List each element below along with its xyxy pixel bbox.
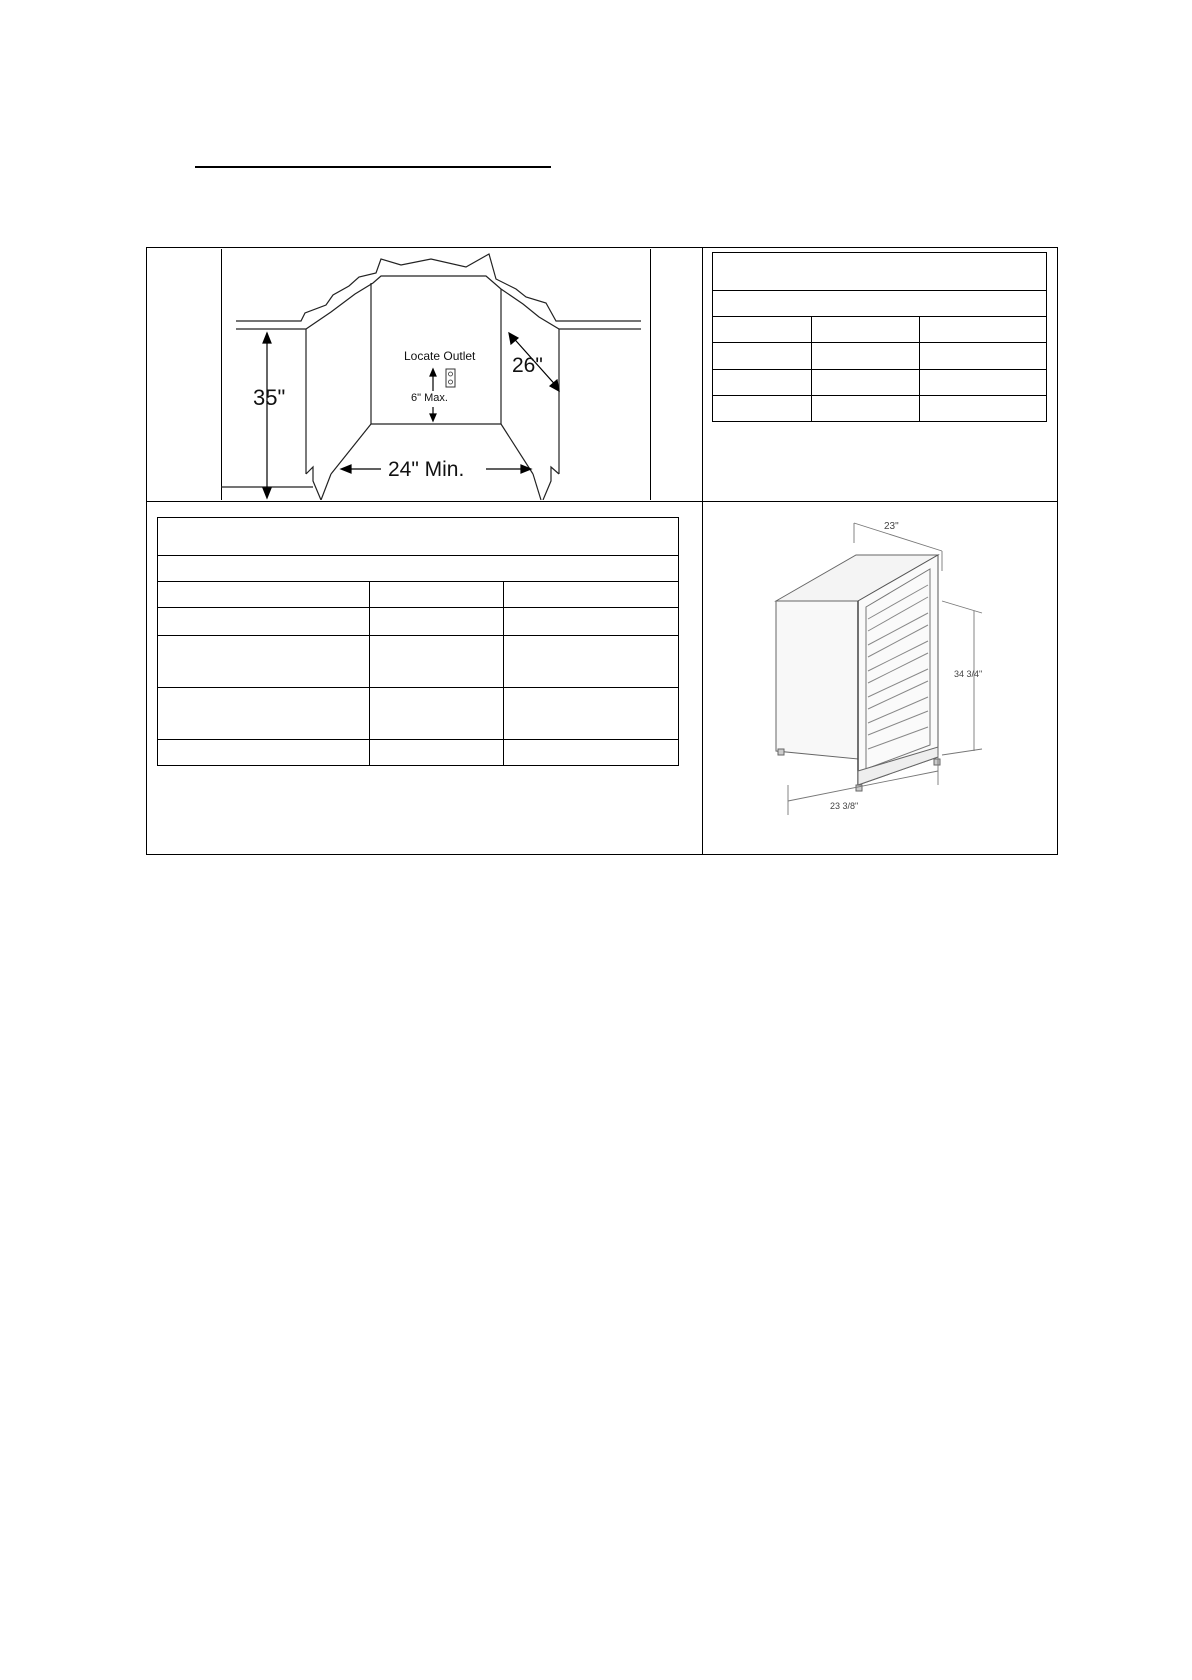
top-width-label: 23" xyxy=(884,521,899,532)
table-row xyxy=(158,582,679,608)
height-label: 34 3/4" xyxy=(954,669,983,679)
table-cell xyxy=(158,608,370,636)
table-row xyxy=(713,343,1047,370)
table-cell xyxy=(812,370,920,396)
table-row xyxy=(713,396,1047,422)
table-cell xyxy=(370,636,504,688)
table-cell xyxy=(158,582,370,608)
table-row xyxy=(158,688,679,740)
width-dimension-label: 24" Min. xyxy=(388,458,465,481)
countertop-outline xyxy=(236,254,641,321)
table-cell xyxy=(713,370,812,396)
table-cell xyxy=(713,343,812,370)
table-title xyxy=(713,253,1047,291)
table-cell xyxy=(504,608,679,636)
table-row xyxy=(713,317,1047,343)
bottom-width-label: 23 3/8" xyxy=(830,801,859,811)
table-subtitle xyxy=(713,291,1047,317)
table-cell xyxy=(370,688,504,740)
depth-dimension-label: 26" xyxy=(512,354,543,377)
table-cell xyxy=(504,740,679,766)
cutout-diagram xyxy=(221,249,651,500)
table-cell xyxy=(370,740,504,766)
table-cell xyxy=(158,688,370,740)
table-cell xyxy=(920,343,1047,370)
table-cell xyxy=(812,343,920,370)
outlet-label: Locate Outlet xyxy=(404,349,476,363)
table-cell xyxy=(158,636,370,688)
table-cell xyxy=(812,396,920,422)
table-row xyxy=(158,740,679,766)
table-title xyxy=(158,518,679,556)
table-cell xyxy=(504,688,679,740)
layout-table-divider xyxy=(146,501,1058,502)
table-row xyxy=(713,370,1047,396)
table-cell xyxy=(158,740,370,766)
table-cell xyxy=(713,317,812,343)
table-cell xyxy=(370,608,504,636)
layout-table-divider xyxy=(702,247,703,855)
table-subtitle xyxy=(158,556,679,582)
table-cell xyxy=(920,396,1047,422)
table-cell xyxy=(504,582,679,608)
cabinet-side xyxy=(776,601,858,759)
spec-table-right xyxy=(712,252,1047,422)
table-row xyxy=(158,636,679,688)
section-heading-underline xyxy=(195,166,551,168)
product-dimension-drawing xyxy=(756,515,1026,845)
table-cell xyxy=(812,317,920,343)
table-cell xyxy=(504,636,679,688)
table-row xyxy=(158,608,679,636)
table-cell xyxy=(713,396,812,422)
table-cell xyxy=(920,317,1047,343)
table-cell xyxy=(370,582,504,608)
spec-table-left xyxy=(157,517,679,766)
outlet-max-label: 6" Max. xyxy=(411,392,448,404)
height-dimension-label: 35" xyxy=(253,385,286,410)
table-cell xyxy=(920,370,1047,396)
